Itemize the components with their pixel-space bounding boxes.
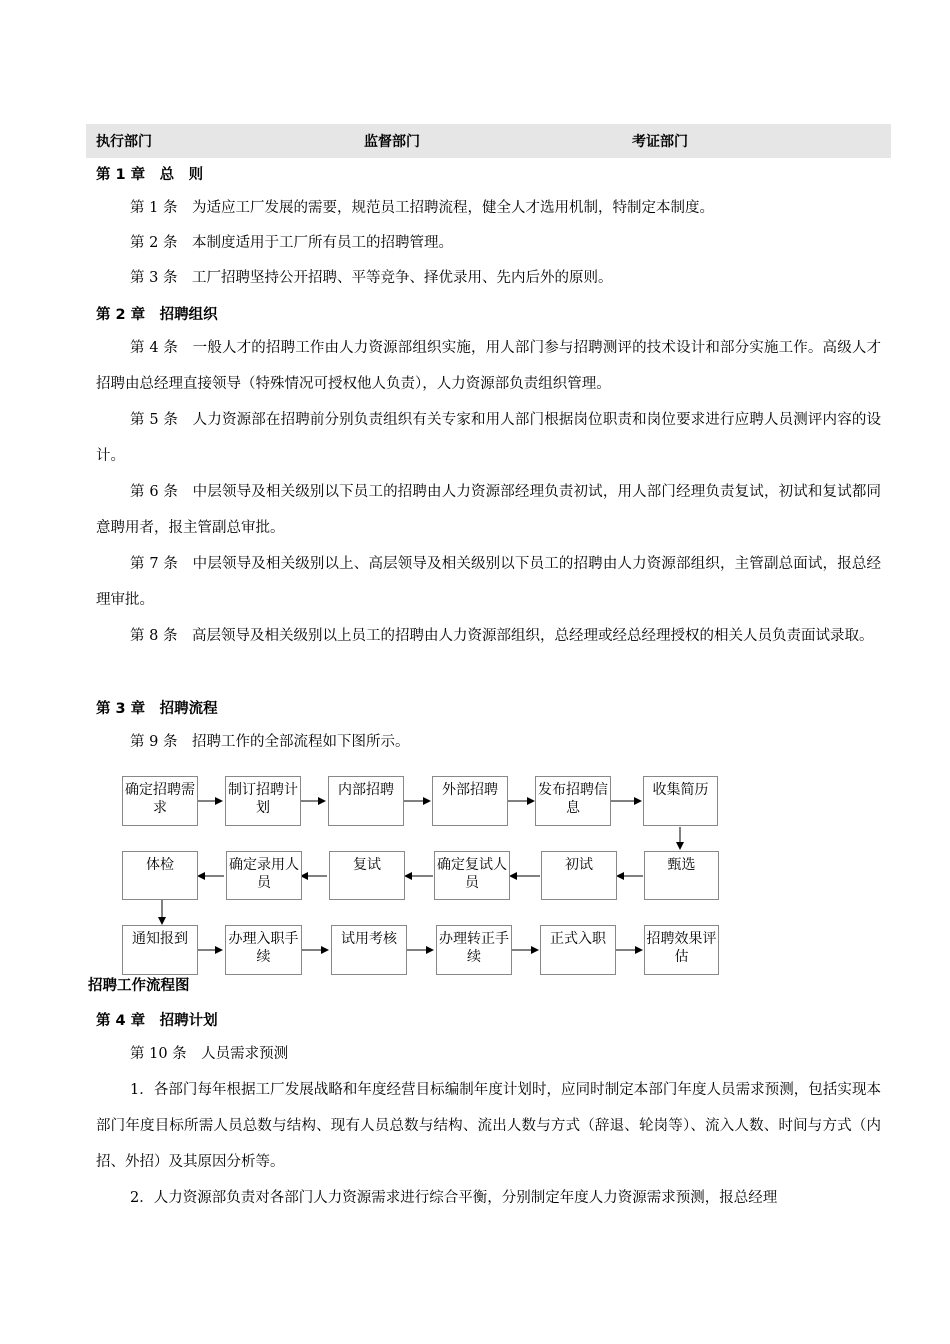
flow-box: 通知报到 xyxy=(122,925,198,975)
flow-box: 复试 xyxy=(329,851,405,900)
chapter-3-title: 第 3 章 招聘流程 xyxy=(96,701,218,717)
flow-box: 办理入职手续 xyxy=(225,925,302,975)
flow-box: 正式入职 xyxy=(540,925,616,975)
flow-box: 办理转正手续 xyxy=(436,925,512,975)
item-2: 2．人力资源部负责对各部门人力资源需求进行综合平衡，分别制定年度人力资源需求预测，报总经理 xyxy=(130,1190,778,1206)
flow-box: 确定招聘需求 xyxy=(122,776,198,826)
flowchart-caption: 招聘工作流程图 xyxy=(88,978,190,994)
article-4: 第 4 条 一般人才的招聘工作由人力资源部组织实施，用人部门参与招聘测评的技术设计和部分实施工作。高级人才招聘由总经理直接领导（特殊情况可授权他人负责），人力资源部负责组织管理。 xyxy=(96,340,881,392)
exec-dept-label: 执行部门 xyxy=(96,134,152,150)
article-6: 第 6 条 中层领导及相关级别以下员工的招聘由人力资源部经理负责初试，用人部门经理负责复试，初试和复试都同意聘用者，报主管副总审批。 xyxy=(96,484,881,536)
article-9: 第 9 条 招聘工作的全部流程如下图所示。 xyxy=(130,734,410,750)
flow-box: 确定录用人员 xyxy=(226,851,302,900)
flow-box: 发布招聘信息 xyxy=(535,776,611,826)
chapter-2-title: 第 2 章 招聘组织 xyxy=(96,307,218,323)
article-10: 第 10 条 人员需求预测 xyxy=(130,1046,289,1062)
flow-box: 确定复试人员 xyxy=(434,851,510,900)
chapter-4-title: 第 4 章 招聘计划 xyxy=(96,1013,218,1029)
flow-box: 甄选 xyxy=(644,851,719,900)
article-3: 第 3 条 工厂招聘坚持公开招聘、平等竞争、择优录用、先内后外的原则。 xyxy=(130,270,613,286)
article-7: 第 7 条 中层领导及相关级别以上、高层领导及相关级别以下员工的招聘由人力资源部组织，主管副总面试，报总经理审批。 xyxy=(96,556,881,608)
article-2: 第 2 条 本制度适用于工厂所有员工的招聘管理。 xyxy=(130,235,453,251)
supervise-dept-label: 监督部门 xyxy=(364,134,420,150)
article-1: 第 1 条 为适应工厂发展的需要，规范员工招聘流程，健全人才选用机制，特制定本制度。 xyxy=(130,200,714,216)
flow-box: 外部招聘 xyxy=(432,776,508,826)
article-8: 第 8 条 高层领导及相关级别以上员工的招聘由人力资源部组织，总经理或经总经理授权的相关人员负责面试录取。 xyxy=(130,628,874,644)
article-5: 第 5 条 人力资源部在招聘前分别负责组织有关专家和用人部门根据岗位职责和岗位要求进行应聘人员测评内容的设计。 xyxy=(96,412,881,464)
flow-box: 收集简历 xyxy=(643,776,718,826)
flow-box: 制订招聘计划 xyxy=(225,776,301,826)
chapter-1-title: 第 1 章 总 则 xyxy=(96,167,204,183)
verify-dept-label: 考证部门 xyxy=(632,134,688,150)
flow-box: 招聘效果评估 xyxy=(644,925,719,975)
flow-box: 内部招聘 xyxy=(328,776,404,826)
flow-box: 初试 xyxy=(541,851,617,900)
flow-box: 体检 xyxy=(122,851,198,900)
flow-box: 试用考核 xyxy=(331,925,407,975)
item-1: 1．各部门每年根据工厂发展战略和年度经营目标编制年度计划时，应同时制定本部门年度人员需求预测，包括实现本部门年度目标所需人员总数与结构、现有人员总数与结构、流出人数与方式（辞退、轮岗等）、流入人数、时间与方式（内招、外招）及其原因分析等。 xyxy=(96,1082,881,1170)
